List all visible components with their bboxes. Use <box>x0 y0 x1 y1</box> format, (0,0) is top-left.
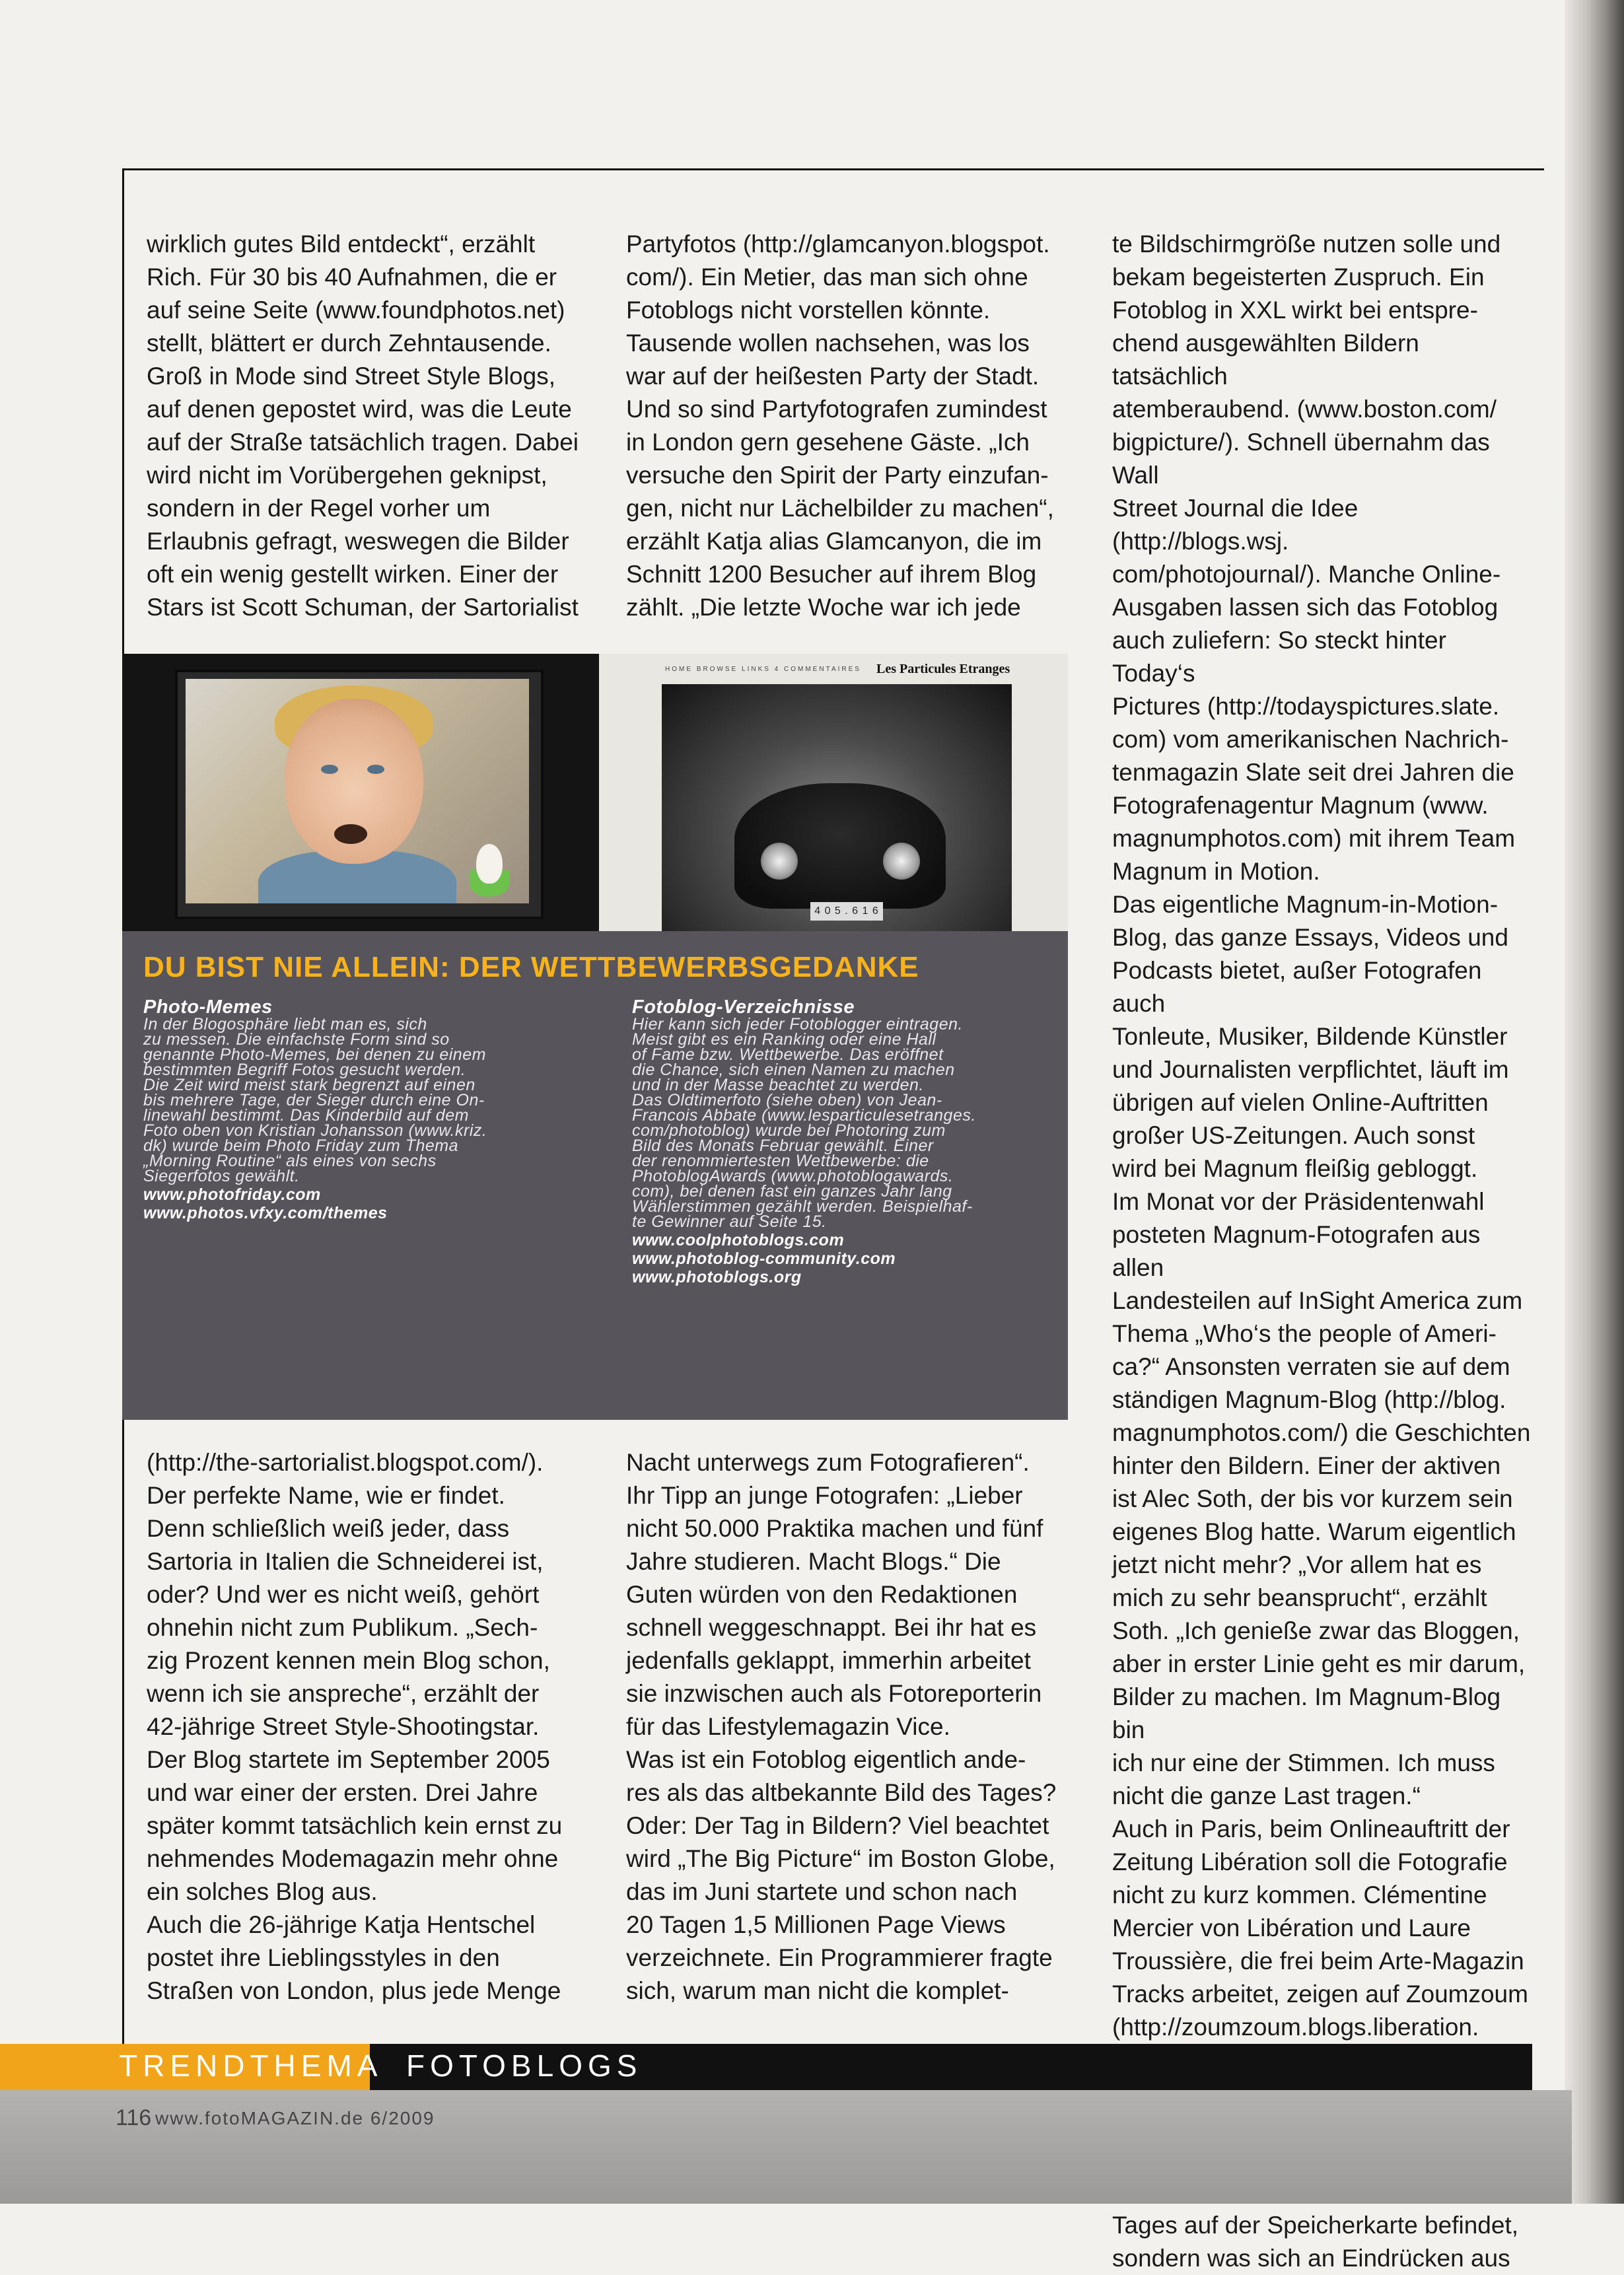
text-line: zu messen. Die einfachste Form sind so <box>143 1030 450 1049</box>
text-line: (http://the-sartorialist.blogspot.com/). <box>147 1449 544 1476</box>
text-line: Der perfekte Name, wie er findet. <box>147 1482 505 1509</box>
text-line: sondern in der Regel vorher um <box>147 495 491 522</box>
text-line: In der Blogosphäre liebt man es, sich <box>143 1015 427 1033</box>
text-line: sondern was sich an Eindrücken aus <box>1112 2245 1510 2272</box>
text-line: wird „The Big Picture“ im Boston Globe, <box>626 1845 1055 1872</box>
text-line: aber in erster Linie geht es mir darum, <box>1112 1650 1526 1677</box>
column-2-bottom <box>626 1446 1088 2008</box>
text-line: Tracks arbeitet, zeigen auf Zoumzoum <box>1112 1980 1528 2008</box>
text-line: zig Prozent kennen mein Blog schon, <box>147 1647 550 1674</box>
text-line: bis mehrere Tage, der Sieger durch eine On- <box>143 1091 485 1109</box>
info-box-left-subtitle: Photo-Memes <box>143 997 273 1018</box>
column-3 <box>1112 228 1535 2275</box>
text-line: mich zu sehr beansprucht“, erzählt <box>1112 1584 1487 1611</box>
text-line: jedenfalls geklappt, immerhin arbeitet <box>626 1647 1031 1674</box>
text-line: Fotoblog in XXL wirkt bei entspre- <box>1112 297 1478 324</box>
info-box-right <box>632 997 1055 1286</box>
text-line: chend ausgewählten Bildern tatsächlich <box>1112 330 1419 390</box>
text-line: Hier kann sich jeder Fotoblogger eintragen. <box>632 1015 963 1033</box>
text-line: posteten Magnum-Fotografen aus allen <box>1112 1221 1481 1281</box>
text-line: ohnehin nicht zum Publikum. „Sech- <box>147 1614 538 1641</box>
text-line: Bilder zu machen. Im Magnum-Blog bin <box>1112 1683 1501 1743</box>
text-line: bekam begeisterten Zuspruch. Ein <box>1112 263 1485 291</box>
text-line: stellt, blättert er durch Zehntausende. <box>147 330 551 357</box>
text-line: Street Journal die Idee (http://blogs.wsj. <box>1112 495 1359 555</box>
info-box-right-text <box>632 1017 1055 1230</box>
text-line: das im Juni startete und schon nach <box>626 1878 1018 1905</box>
text-line: magnumphotos.com) mit ihrem Team <box>1112 825 1516 852</box>
text-line: eigenes Blog hatte. Warum eigentlich <box>1112 1518 1516 1545</box>
text-line: atemberaubend. (www.boston.com/ <box>1112 396 1497 423</box>
text-line: in London gern gesehene Gäste. „Ich <box>626 429 1030 456</box>
egg-shape <box>476 844 503 884</box>
text-line: Ausgaben lassen sich das Fotoblog <box>1112 594 1499 621</box>
section-label: TRENDTHEMA <box>119 2048 383 2083</box>
text-line: und in der Masse beachtet zu werden. <box>632 1076 924 1094</box>
text-line: Jahre studieren. Macht Blogs.“ Die <box>626 1548 1001 1575</box>
text-line: ca?“ Ansonsten verraten sie auf dem <box>1112 1353 1510 1380</box>
text-line: Erlaubnis gefragt, weswegen die Bilder <box>147 528 569 555</box>
text-line: versuche den Spirit der Party einzufan- <box>626 462 1049 489</box>
text-line: der renommiertesten Wettbewerbe: die <box>632 1152 929 1170</box>
text-line: magnumphotos.com/) die Geschichten <box>1112 1419 1531 1446</box>
text-line: Blog, das ganze Essays, Videos und <box>1112 924 1508 951</box>
text-line: Das Oldtimerfoto (siehe oben) von Jean- <box>632 1091 942 1109</box>
footer-url: www.fotoMAGAZIN.de 6/2009 <box>155 2108 435 2128</box>
text-line: sich, warum man nicht die komplet- <box>626 1977 1009 2004</box>
info-box-heading: DU BIST NIE ALLEIN: DER WETTBEWERBSGEDANKE <box>143 951 919 983</box>
text-line: postet ihre Lieblingsstyles in den <box>147 1944 500 1971</box>
web-link[interactable]: www.photoblogs.org <box>632 1268 802 1286</box>
text-line: te Gewinner auf Seite 15. <box>632 1212 827 1231</box>
text-line: Tausende wollen nachsehen, was los <box>626 330 1030 357</box>
text-line: erzählt Katja alias Glamcanyon, die im <box>626 528 1042 555</box>
info-box-right-links <box>632 1231 1055 1286</box>
text-line: zählt. „Die letzte Woche war ich jede <box>626 594 1021 621</box>
text-line: für das Lifestylemagazin Vice. <box>626 1713 950 1740</box>
text-line: Was ist ein Fotoblog eigentlich ande- <box>626 1746 1026 1773</box>
text-line: nicht zu kurz kommen. Clémentine <box>1112 1881 1487 1908</box>
text-line: com) vom amerikanischen Nachrich- <box>1112 726 1509 753</box>
text-line: com/). Ein Metier, das man sich ohne <box>626 263 1028 291</box>
blog-title: Les Particules Etranges <box>876 662 1010 676</box>
text-line: (http://zoumzoum.blogs.liberation. <box>1112 2013 1479 2041</box>
text-line: Fotografenagentur Magnum (www. <box>1112 792 1489 819</box>
info-box-left-text <box>143 1017 566 1184</box>
topic-label: FOTOBLOGS <box>406 2048 643 2083</box>
page-number: 116 <box>116 2105 152 2130</box>
column-1-bottom <box>147 1446 596 2008</box>
info-box <box>122 931 1068 1420</box>
text-line: Schnitt 1200 Besucher auf ihrem Blog <box>626 561 1037 588</box>
text-line: Nacht unterwegs zum Fotografieren“. <box>626 1449 1030 1476</box>
text-line: ständigen Magnum-Blog (http://blog. <box>1112 1386 1506 1413</box>
text-line: Bild des Monats Februar gewählt. Einer <box>632 1137 934 1155</box>
text-line: Podcasts bietet, außer Fotografen auch <box>1112 957 1482 1017</box>
text-line: und war einer der ersten. Drei Jahre <box>147 1779 538 1806</box>
headlamp-left <box>761 843 798 880</box>
web-link[interactable]: www.photos.vfxy.com/themes <box>143 1204 388 1222</box>
text-line: linewahl bestimmt. Das Kinderbild auf dem <box>143 1106 469 1125</box>
text-line: com/photojournal/). Manche Online- <box>1112 561 1501 588</box>
text-line: nehmendes Modemagazin mehr ohne <box>147 1845 559 1872</box>
text-line: Landesteilen auf InSight America zum <box>1112 1287 1523 1314</box>
text-line: auf denen gepostet wird, was die Leute <box>147 396 572 423</box>
text-line: 42-jährige Street Style-Shootingstar. <box>147 1713 540 1740</box>
plate-text: 4 0 5 . 6 1 6 <box>814 905 879 917</box>
text-line: Straßen von London, plus jede Menge <box>147 1977 561 2004</box>
web-link[interactable]: www.coolphotoblogs.com <box>632 1231 845 1249</box>
text-line: Wählerstimmen gezählt werden. Beispielhaf- <box>632 1197 973 1216</box>
text-line: res als das altbekannte Bild des Tages? <box>626 1779 1057 1806</box>
text-line: Auch in Paris, beim Onlineauftritt der <box>1112 1815 1510 1842</box>
text-line: war auf der heißesten Party der Stadt. <box>626 363 1040 390</box>
text-line: Fotoblogs nicht vorstellen könnte. <box>626 297 991 324</box>
info-box-left-links <box>143 1185 566 1222</box>
text-line: Stars ist Scott Schuman, der Sartorialist <box>147 594 579 621</box>
text-line: Troussière, die frei beim Arte-Magazin <box>1112 1947 1524 1975</box>
text-line: Guten würden von den Redaktionen <box>626 1581 1018 1608</box>
blog-nav: HOME BROWSE LINKS 4 COMMENTAIRES <box>665 666 861 673</box>
column-2-top <box>626 228 1088 624</box>
text-line: auf seine Seite (www.foundphotos.net) <box>147 297 565 324</box>
text-line: gen, nicht nur Lächelbilder zu machen“, <box>626 495 1054 522</box>
text-line: und Journalisten verpflichtet, läuft im <box>1112 1056 1509 1083</box>
web-link[interactable]: www.photoblog-community.com <box>632 1249 896 1268</box>
footer-bar <box>0 2044 1624 2103</box>
text-line: wirklich gutes Bild entdeckt“, erzählt <box>147 230 536 258</box>
text-line: nicht die ganze Last tragen.“ <box>1112 1782 1421 1809</box>
info-box-right-subtitle: Fotoblog-Verzeichnisse <box>632 997 855 1018</box>
text-line: com), bei denen fast ein ganzes Jahr lang <box>632 1182 952 1201</box>
text-line: verzeichnete. Ein Programmierer fragte <box>626 1944 1053 1971</box>
text-line: ist Alec Soth, der bis vor kurzem sein <box>1112 1485 1513 1512</box>
text-line: Pictures (http://todayspictures.slate. <box>1112 693 1500 720</box>
eye-left <box>321 765 338 774</box>
text-line: Der Blog startete im September 2005 <box>147 1746 550 1773</box>
text-line: jetzt nicht mehr? „Vor allem hat es <box>1112 1551 1482 1578</box>
text-line: großer US-Zeitungen. Auch sonst <box>1112 1122 1475 1149</box>
child-photo-monitor <box>122 654 599 931</box>
text-line: Magnum in Motion. <box>1112 858 1320 885</box>
headlamp-right <box>883 843 920 880</box>
text-line: nicht 50.000 Praktika machen und fünf <box>626 1515 1043 1542</box>
text-line: tenmagazin Slate seit drei Jahren die <box>1112 759 1514 786</box>
mouth-shape <box>334 824 367 844</box>
text-line: oder? Und wer es nicht weiß, gehört <box>147 1581 540 1608</box>
car-shape <box>734 783 946 909</box>
column-1-top <box>147 228 596 624</box>
info-box-left <box>143 997 566 1222</box>
text-line: Tonleute, Musiker, Bildende Künstler <box>1112 1023 1508 1050</box>
text-line: übrigen auf vielen Online-Auftritten <box>1112 1089 1489 1116</box>
text-line: Soth. „Ich genieße zwar das Bloggen, <box>1112 1617 1520 1644</box>
text-line: te Bildschirmgröße nutzen solle und <box>1112 230 1501 258</box>
text-line: wird nicht im Vorübergehen geknipst, <box>147 462 547 489</box>
text-line: Francois Abbate (www.lesparticulesetranges. <box>632 1106 976 1125</box>
text-line: Im Monat vor der Präsidentenwahl <box>1112 1188 1485 1215</box>
text-line: Mercier von Libération und Laure <box>1112 1914 1471 1942</box>
text-line: Meist gibt es ein Ranking oder eine Hall <box>632 1030 936 1049</box>
text-line: Thema „Who‘s the people of Ameri- <box>1112 1320 1497 1347</box>
page-binding-shadow <box>1565 0 1624 2204</box>
text-line: ein solches Blog aus. <box>147 1878 378 1905</box>
text-line: hinter den Bildern. Einer der aktiven <box>1112 1452 1501 1479</box>
monitor-frame <box>175 670 544 919</box>
text-line: Die Zeit wird meist stark begrenzt auf einen <box>143 1076 476 1094</box>
text-line: Denn schließlich weiß jeder, dass <box>147 1515 510 1542</box>
text-line: Das eigentliche Magnum-in-Motion- <box>1112 891 1499 918</box>
text-line: Auch die 26-jährige Katja Hentschel <box>147 1911 536 1938</box>
text-line: Sartoria in Italien die Schneiderei ist, <box>147 1548 544 1575</box>
text-line: auf der Straße tatsächlich tragen. Dabei <box>147 429 579 456</box>
text-line: Rich. Für 30 bis 40 Aufnahmen, die er <box>147 263 557 291</box>
text-line: auch zuliefern: So steckt hinter Today‘s <box>1112 627 1446 687</box>
oldtimer-photo <box>662 684 1012 931</box>
text-line: die Chance, sich einen Namen zu machen <box>632 1061 955 1079</box>
text-line: Oder: Der Tag in Bildern? Viel beachtet <box>626 1812 1049 1839</box>
text-line: Zeitung Libération soll die Fotografie <box>1112 1848 1508 1875</box>
text-line: Ihr Tipp an junge Fotografen: „Lieber <box>626 1482 1023 1509</box>
text-line: Foto oben von Kristian Johansson (www.kriz. <box>143 1121 487 1140</box>
text-line: schnell weggeschnappt. Bei ihr hat es <box>626 1614 1037 1641</box>
text-line: bigpicture/). Schnell übernahm das Wall <box>1112 429 1490 489</box>
text-line: Partyfotos (http://glamcanyon.blogspot. <box>626 230 1050 258</box>
text-line: genannte Photo-Memes, bei denen zu einem <box>143 1045 486 1064</box>
text-line: „Morning Routine“ als eines von sechs <box>143 1152 437 1170</box>
text-line: wird bei Magnum fleißig gebloggt. <box>1112 1155 1478 1182</box>
eye-right <box>367 765 384 774</box>
text-line: oft ein wenig gestellt wirken. Einer der <box>147 561 559 588</box>
text-line: PhotoblogAwards (www.photoblogawards. <box>632 1167 954 1185</box>
text-line: später kommt tatsächlich kein ernst zu <box>147 1812 563 1839</box>
footer-band <box>0 2090 1572 2204</box>
text-line: dk) wurde beim Photo Friday zum Thema <box>143 1137 459 1155</box>
text-line: com/photoblog) wurde bei Photoring zum <box>632 1121 946 1140</box>
text-line: Tages auf der Speicherkarte befindet, <box>1112 2212 1518 2239</box>
text-line: Siegerfotos gewählt. <box>143 1167 300 1185</box>
child-photo <box>186 679 529 903</box>
text-line: of Fame bzw. Wettbewerbe. Das eröffnet <box>632 1045 944 1064</box>
web-link[interactable]: www.photofriday.com <box>143 1185 321 1204</box>
text-line: Und so sind Partyfotografen zumindest <box>626 396 1047 423</box>
text-line: bestimmten Begriff Fotos gesucht werden. <box>143 1061 466 1079</box>
text-line: wenn ich sie anspreche“, erzählt der <box>147 1680 540 1707</box>
text-line: ich nur eine der Stimmen. Ich muss <box>1112 1749 1495 1776</box>
text-line: 20 Tagen 1,5 Millionen Page Views <box>626 1911 1006 1938</box>
text-line: sie inzwischen auch als Fotoreporterin <box>626 1680 1042 1707</box>
text-line: Groß in Mode sind Street Style Blogs, <box>147 363 555 390</box>
particules-etranges-screenshot <box>599 654 1068 931</box>
license-plate <box>810 902 883 921</box>
